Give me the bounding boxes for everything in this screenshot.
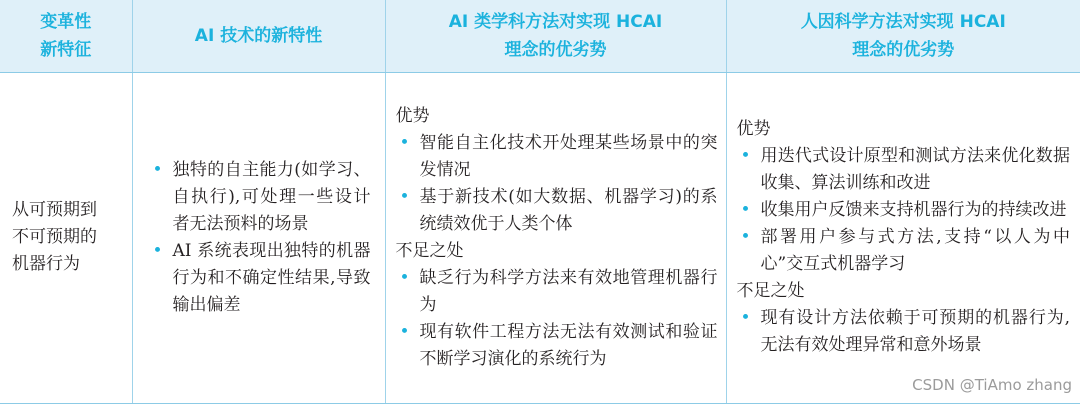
header-ai-methods-line-2: 理念的优劣势 [504, 39, 607, 60]
list-item: • 收集用户反馈来支持机器行为的持续改进 [737, 197, 1071, 224]
header-ai-traits [132, 0, 385, 72]
ai-weaknesses-label: 不足之处 [395, 240, 464, 261]
hf-strengths-list [737, 143, 1071, 278]
ai-traits-list [149, 157, 371, 319]
feature-line-2: 不可预期的 [12, 227, 97, 248]
header-hf-methods-line-1: 人因科学方法对实现 HCAI [800, 11, 1006, 32]
ai-strengths-list [396, 130, 718, 238]
header-row [0, 0, 1080, 72]
list-item: • 用迭代式设计原型和测试方法来优化数据收集、算法训练和改进 [737, 143, 1071, 197]
list-item: • 现有设计方法依赖于可预期的机器行为,无法有效处理异常和意外场景 [737, 305, 1071, 359]
header-ai-methods-line-1: AI 类学科方法对实现 HCAI [448, 11, 663, 32]
feature-line-1: 从可预期到 [12, 200, 97, 221]
header-feature [0, 0, 132, 72]
list-item: • 智能自主化技术开处理某些场景中的突发情况 [396, 130, 718, 184]
list-item: • 基于新技术(如大数据、机器学习)的系统绩效优于人类个体 [396, 184, 718, 238]
header-feature-line-2: 新特征 [40, 39, 92, 60]
header-feature-line-1: 变革性 [40, 11, 92, 32]
cell-feature [0, 72, 132, 404]
header-ai-methods [385, 0, 726, 72]
header-hf-methods [726, 0, 1080, 72]
cell-hf-methods [726, 72, 1080, 404]
feature-line-3: 机器行为 [12, 254, 80, 275]
cell-ai-traits [132, 72, 385, 404]
hf-weaknesses-list [737, 305, 1071, 359]
ai-weaknesses-list [396, 265, 718, 373]
ai-strengths-label: 优势 [395, 105, 430, 126]
header-hf-methods-line-2: 理念的优劣势 [852, 39, 955, 60]
hf-weaknesses-label: 不足之处 [736, 281, 805, 302]
list-item: • AI 系统表现出独特的机器行为和不确定性结果,导致输出偏差 [149, 238, 371, 319]
cell-ai-methods [385, 72, 726, 404]
table-row [0, 72, 1080, 404]
header-ai-traits-line-1: AI 技术的新特性 [194, 25, 323, 46]
list-item: • 现有软件工程方法无法有效测试和验证不断学习演化的系统行为 [396, 319, 718, 373]
list-item: • 部署用户参与式方法,支持“以人为中心”交互式机器学习 [737, 224, 1071, 278]
list-item: • 独特的自主能力(如学习、自执行),可处理一些设计者无法预料的场景 [149, 157, 371, 238]
hf-strengths-label: 优势 [736, 119, 771, 140]
list-item: • 缺乏行为科学方法来有效地管理机器行为 [396, 265, 718, 319]
watermark: CSDN @TiAmo zhang [912, 376, 1072, 394]
